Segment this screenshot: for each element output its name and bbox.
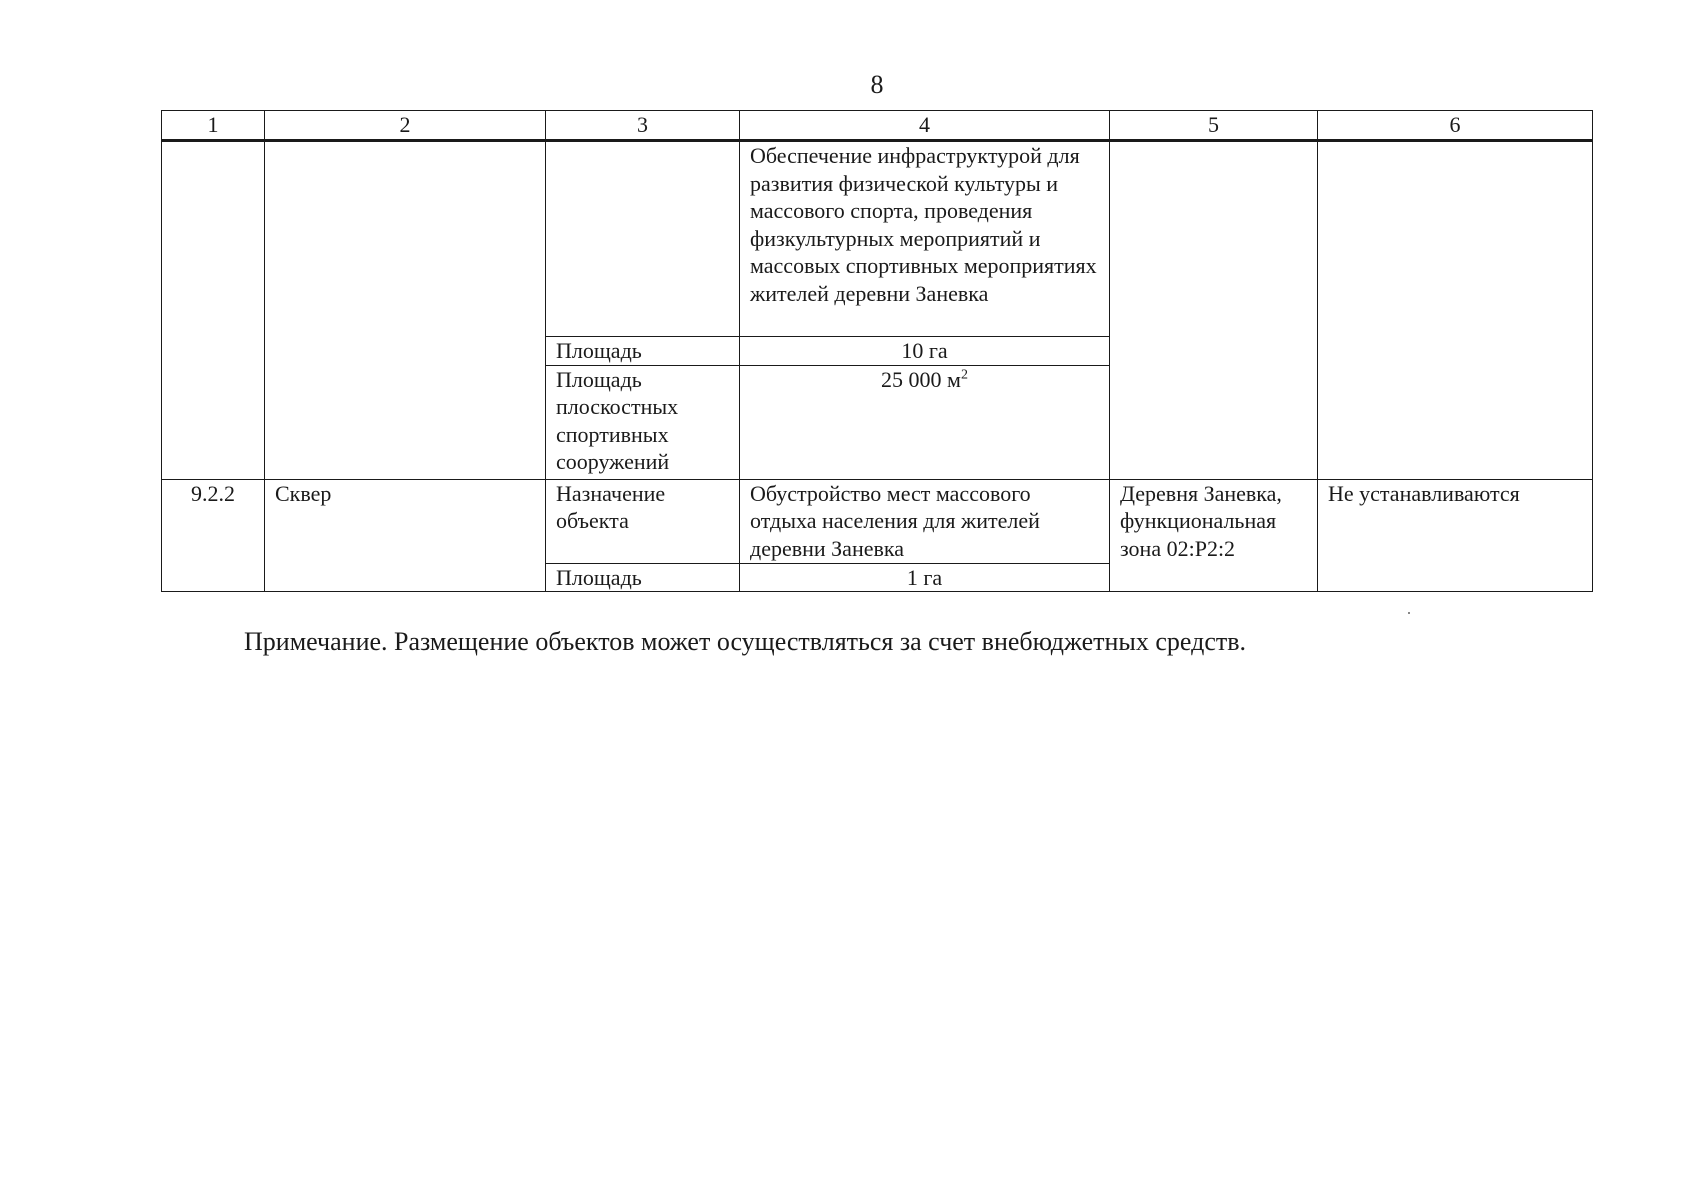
continuation-purpose-text: Обеспечение инфраструктурой для развития физической культуры и массового спорта, проведения физкультурных мероприятий и массовых спортивных мероприятиях жителей деревни Заневка (740, 141, 1110, 337)
flat-area-unit-superscript: 2 (960, 367, 968, 383)
row-area-label: Площадь (546, 563, 740, 592)
continuation-flat-area-value (740, 365, 1110, 479)
row-purpose-label: Назначение объекта (546, 479, 740, 563)
continuation-number-cell (162, 141, 265, 480)
column-header-3: 3 (546, 111, 740, 141)
column-header-5: 5 (1110, 111, 1318, 141)
column-header-6: 6 (1318, 111, 1593, 141)
table-row (162, 479, 1593, 563)
row-area-value: 1 га (740, 563, 1110, 592)
continuation-label-cell (546, 141, 740, 337)
continuation-name-cell (265, 141, 546, 480)
continuation-area-label: Площадь (546, 337, 740, 366)
flat-area-value-text: 25 000 м (881, 366, 961, 392)
row-location-cell: Деревня Заневка, функциональная зона 02:Р2:2 (1110, 479, 1318, 592)
footnote: Примечание. Размещение объектов может осуществляться за счет внебюджетных средств. (244, 627, 1247, 656)
row-number-cell: 9.2.2 (162, 479, 265, 592)
column-header-2: 2 (265, 111, 546, 141)
table-row (162, 141, 1593, 337)
continuation-area-value: 10 га (740, 337, 1110, 366)
continuation-flat-area-label: Площадь плоскостных спортивных сооружений (546, 365, 740, 479)
row-purpose-text: Обустройство мест массового отдыха населения для жителей деревни Заневка (740, 479, 1110, 563)
row-name-cell: Сквер (265, 479, 546, 592)
scan-speck (1408, 612, 1410, 614)
continuation-zones-cell (1318, 141, 1593, 480)
row-zones-cell: Не устанавливаются (1318, 479, 1593, 592)
column-header-4: 4 (740, 111, 1110, 141)
continuation-location-cell (1110, 141, 1318, 480)
column-header-1: 1 (162, 111, 265, 141)
page-number: 8 (870, 70, 884, 99)
table-header-row (162, 111, 1593, 141)
objects-table (161, 110, 1593, 592)
